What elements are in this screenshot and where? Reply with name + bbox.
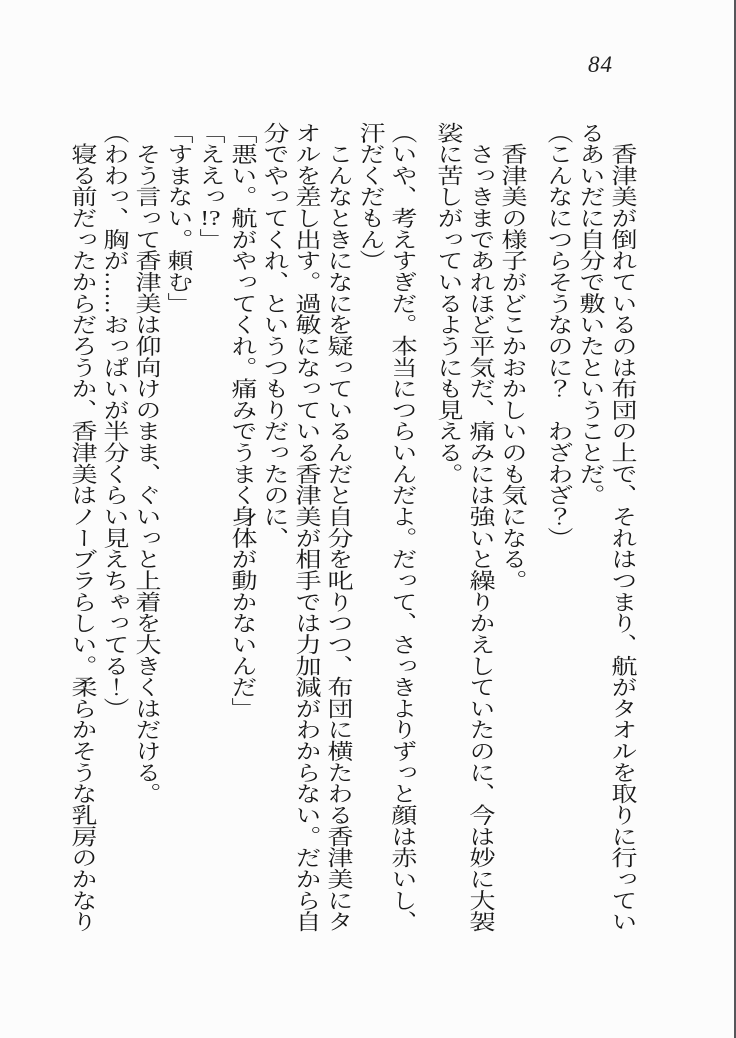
paragraph-line: さっきまであれほど平気だ、痛みには強いと繰りかえしていたのに、今は妙に大袈裟に苦しがっているようにも見える。 xyxy=(434,122,495,933)
exclamation-question-mark: !? xyxy=(200,207,221,229)
text-block xyxy=(62,122,638,938)
paragraph-line: 「悪い。航がやってくれ。痛みでうまく身体が動かないんだ」 xyxy=(228,122,257,719)
paragraph-line: （こんなにつらそうなのに？ わざわざ？） xyxy=(544,122,573,549)
paragraph-line: （わわっ、胸が……おっぱいが半分くらい見えちゃってる！） xyxy=(100,122,129,719)
paragraph-line: そう言って香津美は仰向けのまま、ぐいっと上着を大きくはだける。 xyxy=(132,143,161,805)
paragraph-line: こんなときになにを疑っているんだと自分を叱りつつ、布団に横たわる香津美にタオルを差し出す。過敏になっている香津美が相手では力加減がわからない。だから自分でやってくれ、というつもりだったのに、 xyxy=(260,122,353,933)
page-number: 84 xyxy=(588,52,613,77)
paragraph-line: 香津美が倒れているのは布団の上で、それはつまり、航がタオルを取りに行っているあいだに自分で敷いたということだ。 xyxy=(576,122,637,933)
paragraph-line: 「すまない。頼む」 xyxy=(164,122,193,314)
paragraph-line: 「ええっ!?」 xyxy=(196,122,225,250)
paragraph-line: （いや、考えすぎだ。本当につらいんだよ。だって、さっきよりずっと顔は赤いし、汗だくだもん） xyxy=(356,122,417,933)
paragraph-line: 寝る前だったからだろうか、香津美はノーブラらしい。柔らかそうな乳房のかなり xyxy=(68,143,97,933)
paragraph-line: 香津美の様子がどこかおかしいのも気になる。 xyxy=(498,143,527,592)
